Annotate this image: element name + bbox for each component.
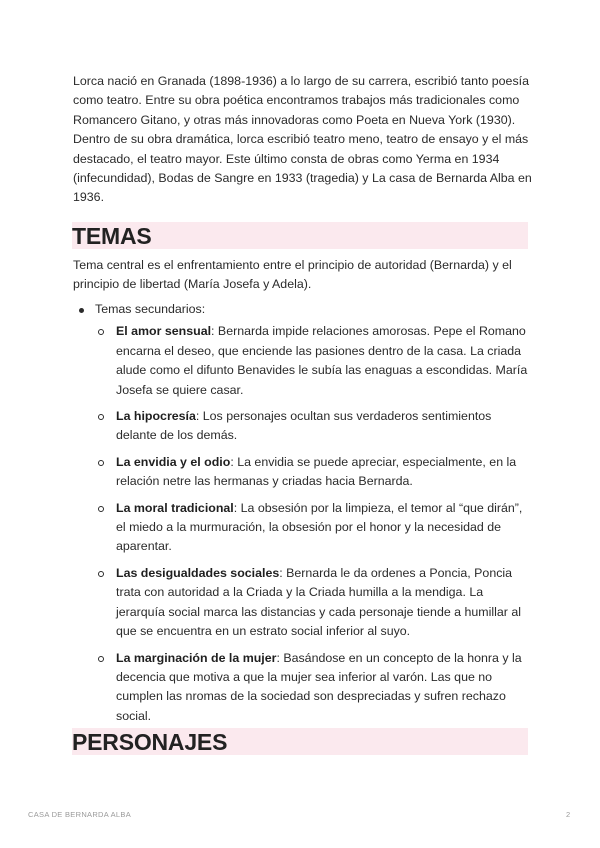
section-heading-temas: TEMAS (72, 222, 528, 249)
item-term: La marginación de la mujer (116, 650, 277, 665)
hollow-bullet-icon (98, 460, 104, 466)
list-item (95, 453, 533, 492)
hollow-bullet-icon (98, 414, 104, 420)
temas-bullet-list (73, 300, 533, 733)
item-text: : La envidia se puede apreciar, especialmente, en la relación netre las hermanas y criadas hacia Bernarda. (116, 454, 517, 489)
bullet-temas-secundarios (73, 300, 533, 726)
list-item (95, 499, 533, 557)
footer-title: CASA DE BERNARDA ALBA (28, 810, 132, 819)
item-term: La envidia y el odio (116, 454, 231, 469)
item-text: : Basándose en un concepto de la honra y la decencia que motiva a que la mujer sea inferior al varón. Las que no cumplen las nromas de la sociedad son despreciadas y sufren rechazo social. (116, 650, 522, 723)
bullet-label: Temas secundarios: (95, 302, 206, 316)
item-term: El amor sensual (116, 324, 212, 339)
hollow-bullet-icon (98, 506, 104, 512)
intro-paragraph: Lorca nació en Granada (1898-1936) a lo largo de su carrera, escribió tanto poesía como teatro. Entre su obra poética encontramos trabajos más tradicionales como Romancero Gitano, y otras más innovadoras como Poeta en Nueva York (1930). Dentro de su obra dramática, lorca escribió teatro meno, teatro de ensayo y el más destacado, el teatro mayor. Este último consta de obras como Yerma en 1934 (infecundidad), Bodas de Sangre en 1933 (tragedia) y La casa de Bernarda Alba en 1936. (73, 74, 532, 205)
item-term: La hipocresía (116, 409, 196, 424)
page-number: 2 (566, 810, 571, 819)
temas-intro-paragraph: Tema central es el enfrentamiento entre el principio de autoridad (Bernarda) y el principio de libertad (María Josefa y Adela). (73, 258, 512, 292)
item-text: : Los personajes ocultan sus verdaderos sentimientos delante de los demás. (116, 409, 492, 443)
hollow-bullet-icon (98, 571, 104, 577)
hollow-bullet-icon (98, 329, 104, 335)
hollow-bullet-icon (98, 656, 104, 662)
item-text: : La obsesión por la limpieza, el temor al “que dirán”, el miedo a la murmuración, la obsesión por el honor y la necesidad de aparentar. (116, 500, 523, 554)
item-text: : Bernarda impide relaciones amorosas. Pepe el Romano encarna el deseo, que enciende las pasiones dentro de la casa. La criada alude como el difunto Benavides le subía las enaguas a escondidas. María Josefa se quiere casar. (116, 324, 528, 397)
list-item (95, 322, 533, 400)
item-term: La moral tradicional (116, 500, 234, 515)
temas-secundarios-list (95, 322, 533, 726)
section-heading-personajes: PERSONAJES (72, 728, 528, 755)
bullet-dot-icon (79, 308, 84, 313)
item-term: Las desigualdades sociales (116, 565, 280, 580)
list-item (95, 407, 533, 446)
list-item (95, 564, 533, 642)
list-item (95, 649, 533, 727)
item-text: : Bernarda le da ordenes a Poncia, Poncia trata con autoridad a la Criada y la Criada humilla a la mendiga. La jerarquía social marca las distancias y cada personaje tiende a humillar al que se encuentra en un estrato social inferior al suyo. (116, 565, 521, 639)
